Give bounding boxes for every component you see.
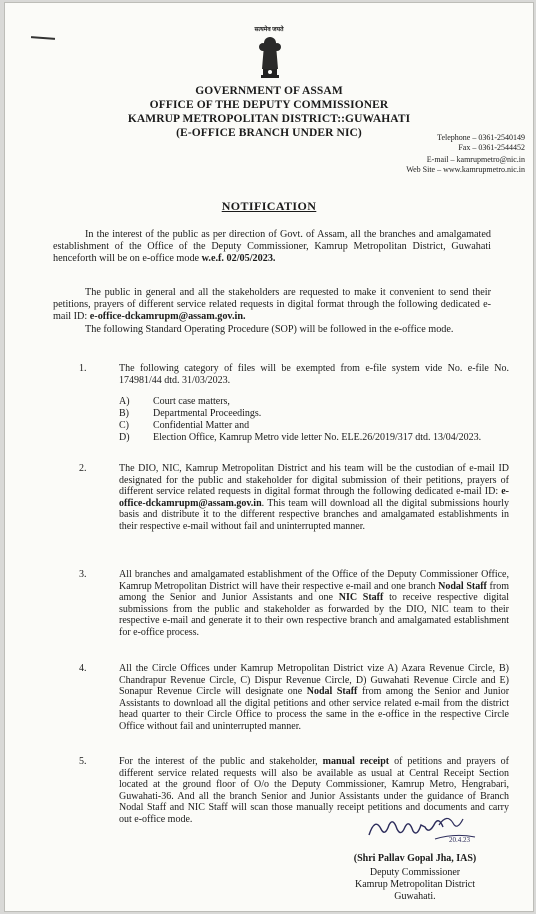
signatory-office: Kamrup Metropolitan District — [355, 879, 475, 890]
intro-paragraph-1: In the interest of the public as per direction of Govt. of Assam, all the branches and amalgamated establishment of the Office of the Deputy Commissioner, Kamrup Metropolitan District, Guwahati henceforth will be on e-office mode w.e.f. 02/05/2023. — [53, 229, 491, 264]
header-government: GOVERNMENT OF ASSAM — [195, 85, 343, 97]
intro-paragraph-2: The public in general and all the stakeholders are requested to make it convenient to send their petitions, prayers of different service related requests in digital format through the following dedicated e-mail ID: e-office-dckamrupm@assam.gov.in. — [53, 287, 491, 322]
signatory-designation: Deputy Commissioner — [369, 867, 461, 878]
handwritten-signature-icon — [365, 809, 485, 845]
item-text: All the Circle Offices under Kamrup Metropolitan District vize A) Azara Revenue Circle, B) Chandrapur Revenue Circle, C) Dispur Revenue Circle, D) Guwahati Revenue Circle and E) Sonapur Revenue Circle will designate one Nodal Staff from among the Senior and Junior Assistants to download all the digital petitions and other service related e-mail from the district head quarter to their Circle Office to process the same in the e-office in the respective Circle Office without fail and uninterrupted manner. — [119, 663, 510, 732]
header-branch: (E-OFFICE BRANCH UNDER NIC) — [176, 127, 362, 139]
dedicated-email: e-office-dckamrupm@assam.gov.in. — [89, 311, 246, 322]
header-district: KAMRUP METROPOLITAN DISTRICT::GUWAHATI — [127, 113, 411, 125]
pen-mark — [31, 36, 55, 40]
item-number: 3. — [79, 569, 87, 580]
header-office: OFFICE OF THE DEPUTY COMMISSIONER — [149, 99, 389, 111]
contact-email: E-mail – kamrupmetro@nic.in — [426, 155, 525, 164]
item-text: The DIO, NIC, Kamrup Metropolitan District and his team will be the custodian of e-mail ID designated for the public and stakeholder for digital submission of their petitions, prayers of different service related requests in digital format through the following dedicated e-mail ID: e-office-dckamrupm@assam.gov.in. This team will download all the digital submissions hourly basis and distribute it to the different respective branches and amalgamated establishments in their respective e-mail without fail and uninterrupted manner. — [119, 463, 509, 532]
svg-text:20.4.23: 20.4.23 — [449, 836, 470, 844]
contact-website: Web Site – www.kamrupmetro.nic.in — [406, 165, 525, 174]
item-number: 5. — [79, 756, 87, 767]
signatory-name: (Shri Pallav Gopal Jha, IAS) — [353, 853, 477, 864]
notification-title: NOTIFICATION — [221, 199, 317, 213]
intro-paragraph-3: The following Standard Operating Procedure (SOP) will be followed in the e-office mode. — [85, 324, 454, 335]
item-text: For the interest of the public and stakeholder, manual receipt of petitions and prayers of different service related requests will also be available as usual at Central Receipt Section located at the ground floor of O/o the Deputy Commissioner, Kamrup Metro, Hengrabari, Guwahati-36. And all the branch Senior and Junior Assistants under the guidance of Branch Nodal Staff and NIC Staff will scan those manually receipt petitions and documents and carry out e-office mode. — [119, 756, 510, 825]
item-text: All branches and amalgamated establishment of the Office of the Deputy Commissioner Office, Kamrup Metropolitan District will have their respective e-mail and one branch Nodal Staff from among the Senior and Junior Assistants and one NIC Staff to receive respective digital submissions from the public and stakeholder as forwarded by the DIO, NIC team to their respective e-mail and generate it to their own respective branch and amalgamated establishment for e-office process. — [119, 569, 509, 638]
item-text: The following category of files will be exempted from e-file system vide No. e-file No. 174981/44 dtd. 31/03/2023. — [119, 363, 509, 386]
signatory-location: Guwahati. — [394, 891, 436, 902]
contact-telephone: Telephone – 0361-2540149 — [437, 133, 525, 142]
contact-fax: Fax – 0361-2544452 — [458, 143, 525, 152]
item-number: 1. — [79, 363, 87, 374]
item-number: 2. — [79, 463, 87, 474]
document-page: सत्यमेव जयते GOVERNMENT OF ASSAM OFFICE OF THE DEPUTY COMMISSIONER KAMRUP METROPOLITAN DISTRICT::GUWAHATI (E-OFFICE BRANCH UNDER NIC) Telephone – 0361-2540149 Fax – 0361-2544452 E-mail – kamrupmetro@nic.in Web Site – www.kamrupmetro.nic.in NOTIFICATION In the interest of the public as per direction of Govt. of Assam, all the branches and amalgamated establishment of the Office of the Deputy Commissioner, Kamrup Metropolitan District, Guwahati henceforth will be on e-office mode w.e.f. 02/05/2023. The public in general and all the stakeholders are requested to make it convenient to send their petitions, prayers of different service related requests in digital format through the following dedicated e-mail ID: e-office-dckamrupm@assam.gov.in. The following Standard Operating Procedure (SOP) will be followed in the e-office mode. 1. The following category of files will be exempted from e-file system vide No. e-file No. 174981/44 dtd. 31/03/2023. A) Court case matters, B) Departmental Proceedings. C) Confidential Matter and D) Election Office, Kamrup Metro vide letter No. ELE.26/2019/317 dtd. 13/04/2023. 2. The DIO, NIC, Kamrup Metropolitan District and his team will be the custodian of e-mail ID designated for the public and stakeholder for digital submission of their petitions, prayers of different service related requests in digital format through the following dedicated e-mail ID: e-office-dckamrupm@assam.gov.in. This team will download all the digital submissions hourly basis and distribute it to the different respective branches and amalgamated establishments in their respective e-mail without fail and uninterrupted manner. 3. All branches and amalgamated establishment of the Office of the Deputy Commissioner Office, Kamrup Metropolitan District will have their respective e-mail and one branch Nodal Staff from among the Senior and Junior Assistants and one NIC Staff to receive respective digital submissions from the public and stakeholder as forwarded by the DIO, NIC team to their respective e-mail and generate it to their own respective branch and amalgamated establishment for e-office process. 4. All the Circle Offices under Kamrup Metropolitan District vize A) Azara Revenue Circle, B) Chandrapur Revenue Circle, C) Dispur Revenue Circle, D) Guwahati Revenue Circle and E) Sonapur Revenue Circle will designate one Nodal Staff from among the Senior and Junior Assistants to download all the digital petitions and other service related e-mail from the district head quarter to their Circle Office to process the same in the e-office in the respective Circle Office without fail and uninterrupted manner. 5. For the interest of the public and stakeholder, manual receipt of petitions and prayers of different service related requests will also be available as usual at Central Receipt Section located at the ground floor of O/o the Deputy Commissioner, Kamrup Metro, Hengrabari, Guwahati-36. And all the branch Senior and Junior Assistants under the guidance of Branch Nodal Staff and NIC Staff will scan those manually receipt petitions and documents and carry out e-office mode. 20.4.23 (Shri Pallav Gopal Jha, IAS) Deputy Commissioner Kamrup Metropolitan District Guwahati. — [4, 2, 534, 912]
item-number: 4. — [79, 663, 87, 674]
effective-date: w.e.f. 02/05/2023. — [201, 253, 276, 264]
emblem-caption: सत्यमेव जयते — [254, 27, 284, 33]
